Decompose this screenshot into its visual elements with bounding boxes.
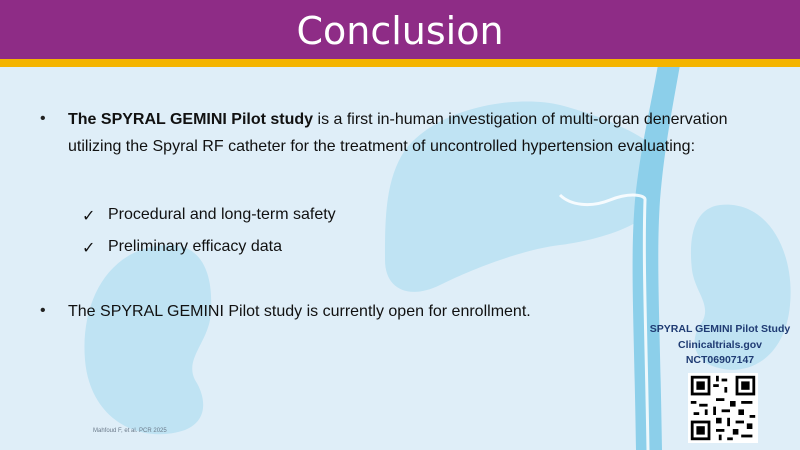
citation: Mahfoud F, et al. PCR 2025 [93,428,167,434]
bullet-marker-1: • [40,110,46,127]
bullet-marker-2: • [40,302,46,319]
bullet-text-1-rest: is a first in-human investigation of multi-organ denervation utilizing the Spyral RF catheter for the treatment of uncontrolled hypertension evaluating: [68,111,728,155]
check-icon: ✓ [82,208,96,225]
qr-code-icon[interactable] [688,373,758,443]
slide-title: Conclusion [296,9,504,53]
bullet-text-2: The SPYRAL GEMINI Pilot study is currently open for enrollment. [68,303,531,320]
trial-info [648,322,792,369]
check-item-efficacy: Preliminary efficacy data [108,238,282,255]
check-item-safety: Procedural and long-term safety [108,206,336,223]
trial-registry: Clinicaltrials.gov [677,338,763,351]
trial-name: SPYRAL GEMINI Pilot Study [649,323,791,335]
bullet-text-1 [68,106,768,160]
title-bar-accent [0,59,800,67]
check-icon: ✓ [82,240,96,257]
left-kidney-shape [84,245,211,434]
trial-id: NCT06907147 [685,354,755,366]
bullet-text-1-bold: The SPYRAL GEMINI Pilot study [68,111,314,128]
